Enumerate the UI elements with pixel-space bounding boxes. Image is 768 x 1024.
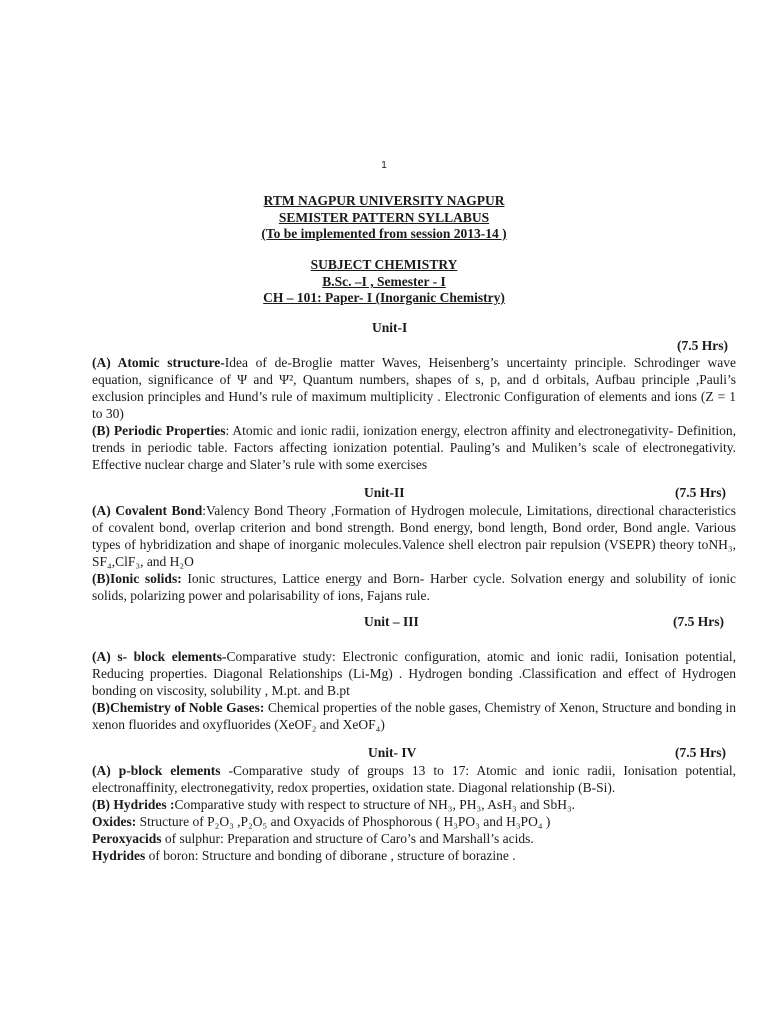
section-paragraph <box>92 570 736 604</box>
section-paragraph <box>92 422 736 473</box>
section-text: of boron: Structure and bonding of diborane , structure of borazine . <box>145 848 516 863</box>
unit-title: Unit-II <box>364 485 405 500</box>
section-paragraph <box>92 354 736 422</box>
section-text: of sulphur: Preparation and structure of Caro’s and Marshall’s acids. <box>161 831 534 846</box>
section-text: Structure of P₂O₃ ,P₂O₅ and Oxyacids of Phosphorous ( H₃PO₃ and H₃PO₄ ) <box>136 814 551 829</box>
class-title: B.Sc. –I , Semester - I <box>322 274 446 289</box>
unit-4-content <box>92 762 736 864</box>
section-paragraph <box>92 813 736 830</box>
section-heading: Peroxyacids <box>92 831 162 846</box>
section-paragraph <box>92 502 736 570</box>
section-text: Idea of de-Broglie matter Waves, Heisenberg’s uncertainty principle. Schrodinger wave equation, significance of Ψ and Ψ², Quantum numbers, shapes of s, p, and d orbitals, Aufbau principle ,Pauli’s exclusion principles and Hund’s rule of maximum multiplicity . Electronic Configuration of elements and ions (Z = 1 to 30) <box>92 355 736 421</box>
section-heading: (B) Periodic Properties <box>92 423 226 438</box>
section-text: :Valency Bond Theory ,Formation of Hydrogen molecule, Limitations, directional characteristics of covalent bond, overlap criterion and bond strength. Bond energy, bond length, Bond order, Bond angle. Various types of hybridization and shape of inorganic molecules.Valence shell electron pair repulsion (VSEPR) theory toNH₃, SF₄,ClF₃, and H₂O <box>92 503 736 569</box>
page-number: 1 <box>381 160 387 171</box>
section-heading: Oxides: <box>92 814 137 829</box>
section-heading: (B)Ionic solids: <box>92 571 182 586</box>
section-heading: (A) Atomic structure- <box>92 355 225 370</box>
section-paragraph <box>92 830 736 847</box>
unit-title: Unit-I <box>372 320 408 335</box>
unit-hours: (7.5 Hrs) <box>673 614 724 629</box>
subject-title: SUBJECT CHEMISTRY <box>310 257 458 272</box>
section-heading: (A) Covalent Bond <box>92 503 203 518</box>
unit-hours: (7.5 Hrs) <box>675 745 726 760</box>
section-paragraph <box>92 847 736 864</box>
section-text: : Atomic and ionic radii, ionization energy, electron affinity and electronegativity- Definition, trends in periodic table. Factors affecting ionization potential. Pauling’s and Muliken’s scale of electronegativity. Effective nuclear charge and Slater’s rule with some exercises <box>92 423 736 472</box>
section-paragraph <box>92 648 736 699</box>
section-heading: (A) p-block elements <box>92 763 221 778</box>
section-heading: Hydrides <box>92 848 146 863</box>
session-note: (To be implemented from session 2013-14 ) <box>261 226 507 241</box>
section-text: -Comparative study of groups 13 to 17: Atomic and ionic radii, Ionisation potential, electronaffinity, electronegativity, redox properties, oxidation state. Diagonal relationship (B-Si). <box>92 763 736 795</box>
unit-hours: (7.5 Hrs) <box>675 485 726 500</box>
section-heading: (B)Chemistry of Noble Gases: <box>92 700 265 715</box>
section-paragraph <box>92 699 736 733</box>
unit-hours: (7.5 Hrs) <box>677 338 728 353</box>
section-heading: (A) s- block elements- <box>92 649 227 664</box>
paper-title: CH – 101: Paper- I (Inorganic Chemistry) <box>263 290 505 305</box>
unit-1-content <box>92 354 736 473</box>
unit-title: Unit- IV <box>368 745 417 760</box>
section-paragraph <box>92 762 736 796</box>
unit-title: Unit – III <box>364 614 419 629</box>
section-text: Comparative study with respect to structure of NH₃, PH₃, AsH₃ and SbH₃. <box>174 797 576 812</box>
unit-2-content <box>92 502 736 604</box>
unit-3-content <box>92 648 736 733</box>
section-text: Chemical properties of the noble gases, Chemistry of Xenon, Structure and bonding in xenon fluorides and oxyfluorides (XeOF₂ and XeOF₄) <box>92 700 736 732</box>
section-text: Ionic structures, Lattice energy and Born- Harber cycle. Solvation energy and solubility of ionic solids, polarizing power and polarisability of ions, Fajans rule. <box>92 571 736 603</box>
section-heading: (B) Hydrides : <box>92 797 175 812</box>
pattern-title: SEMISTER PATTERN SYLLABUS <box>278 210 490 225</box>
section-paragraph <box>92 796 736 813</box>
university-title: RTM NAGPUR UNIVERSITY NAGPUR <box>263 193 505 208</box>
section-text: Comparative study: Electronic configuration, atomic and ionic radii, Ionisation potential, Reducing properties. Diagonal Relationships (Li-Mg) . Hydrogen bonding .Classification and effect of Hydrogen bonding on viscosity, solubility , M.pt. and B.pt <box>92 649 736 698</box>
